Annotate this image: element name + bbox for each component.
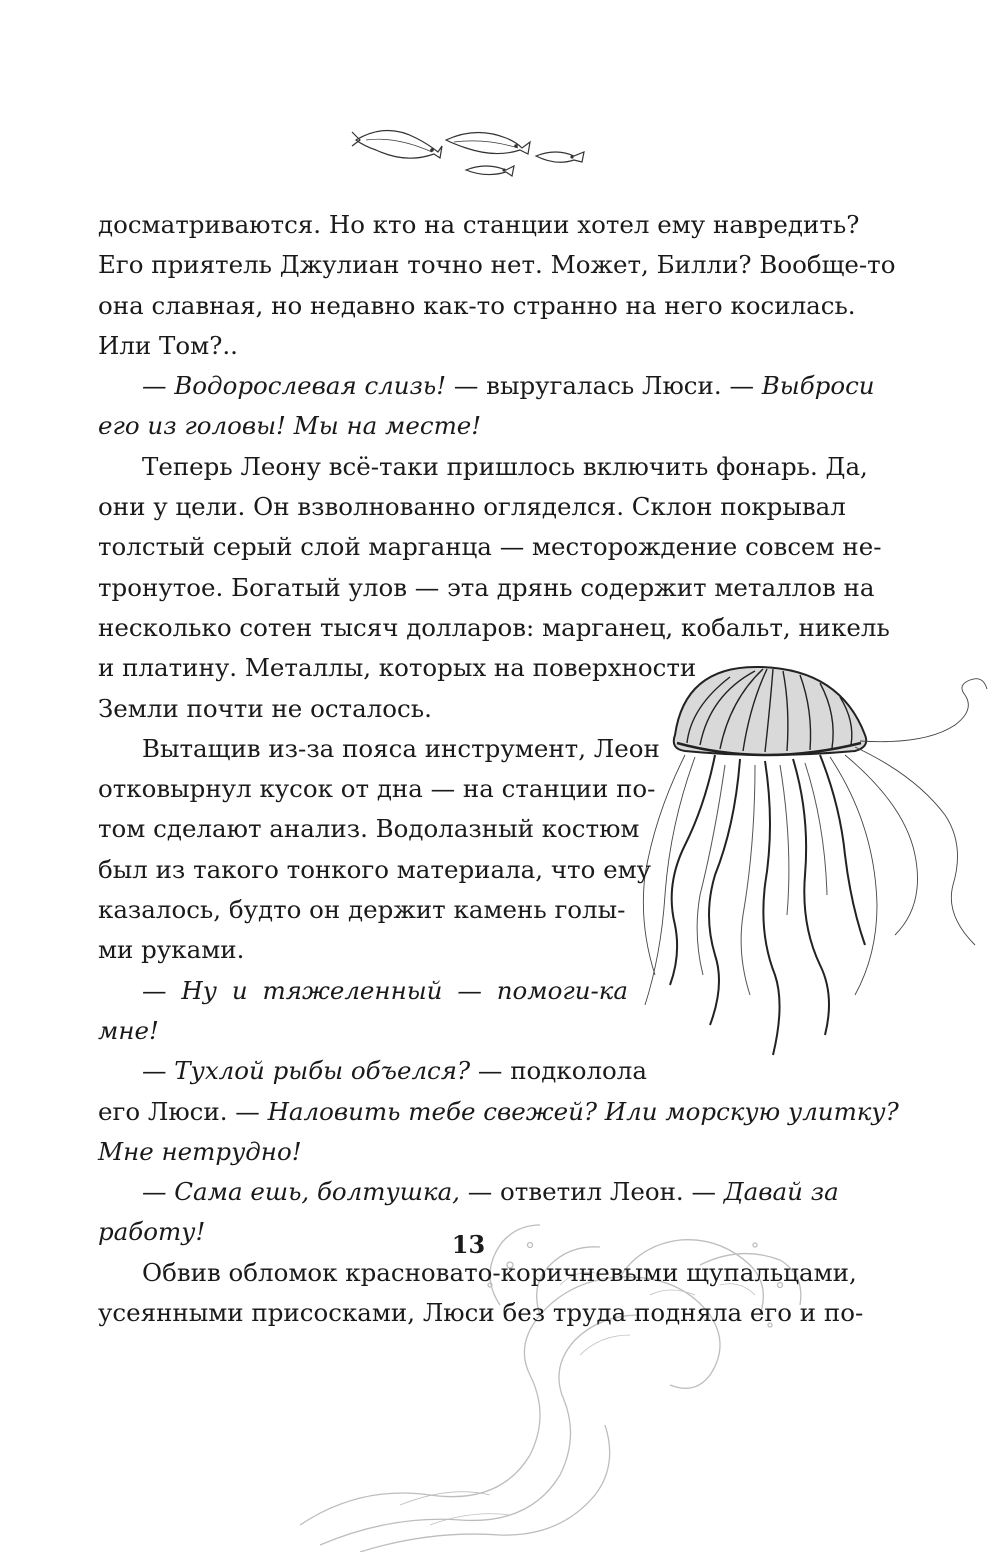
dialogue-line: — Ну и тяжеленный — помоги-ка	[142, 975, 628, 1005]
body-text	[98, 205, 899, 1333]
page-number: 13	[451, 1230, 486, 1259]
text-line: толстый серый слой марганца — месторождение совсем не-	[98, 532, 882, 562]
dialogue-line: — Сама ешь, болтушка, — ответил Леон. — Давай за	[142, 1177, 839, 1207]
text-line: Его приятель Джулиан точно нет. Может, Билли? Вообще-то	[98, 250, 896, 280]
dialogue-line: его из головы! Мы на месте!	[98, 411, 482, 441]
dialogue-line: его Люси. — Наловить тебе свежей? Или морскую улитку?	[98, 1096, 899, 1126]
text-line: ми руками.	[98, 935, 245, 965]
dialogue-line: Мне нетрудно!	[98, 1136, 302, 1166]
text-line: тронутое. Богатый улов — эта дрянь содержит металлов на	[98, 572, 875, 602]
dialogue-line: мне!	[98, 1015, 159, 1045]
text-line: Или Том?..	[98, 330, 238, 360]
dialogue-line: работу!	[98, 1217, 206, 1247]
text-line: они у цели. Он взволнованно огляделся. Склон покрывал	[98, 492, 846, 522]
text-line: Теперь Леону всё-таки пришлось включить фонарь. Да,	[142, 451, 868, 481]
text-line: Земли почти не осталось.	[98, 693, 432, 723]
text-line: и платину. Металлы, которых на поверхности	[98, 653, 697, 683]
text-line: казалось, будто он держит камень голы-	[98, 895, 626, 925]
text-line: Обвив обломок красновато-коричневыми щупальцами,	[142, 1257, 857, 1287]
text-line: был из такого тонкого материала, что ему	[98, 854, 652, 884]
dialogue-line: — Водорослевая слизь! — выругалась Люси. — Выброси	[142, 371, 875, 401]
text-line: Вытащив из-за пояса инструмент, Леон	[142, 733, 660, 763]
text-line: несколько сотен тысяч долларов: марганец, кобальт, никель	[98, 612, 890, 642]
fish-school-icon	[346, 112, 596, 192]
text-line: усеянными присосками, Люси без труда подняла его и по-	[98, 1298, 864, 1328]
dialogue-line: — Тухлой рыбы объелся? — подколола	[142, 1056, 647, 1086]
text-line: том сделают анализ. Водолазный костюм	[98, 814, 640, 844]
text-line: досматриваются. Но кто на станции хотел ему навредить?	[98, 210, 860, 239]
text-line: отковырнул кусок от дна — на станции по-	[98, 774, 656, 804]
text-line: она славная, но недавно как-то странно на него косилась.	[98, 290, 856, 320]
